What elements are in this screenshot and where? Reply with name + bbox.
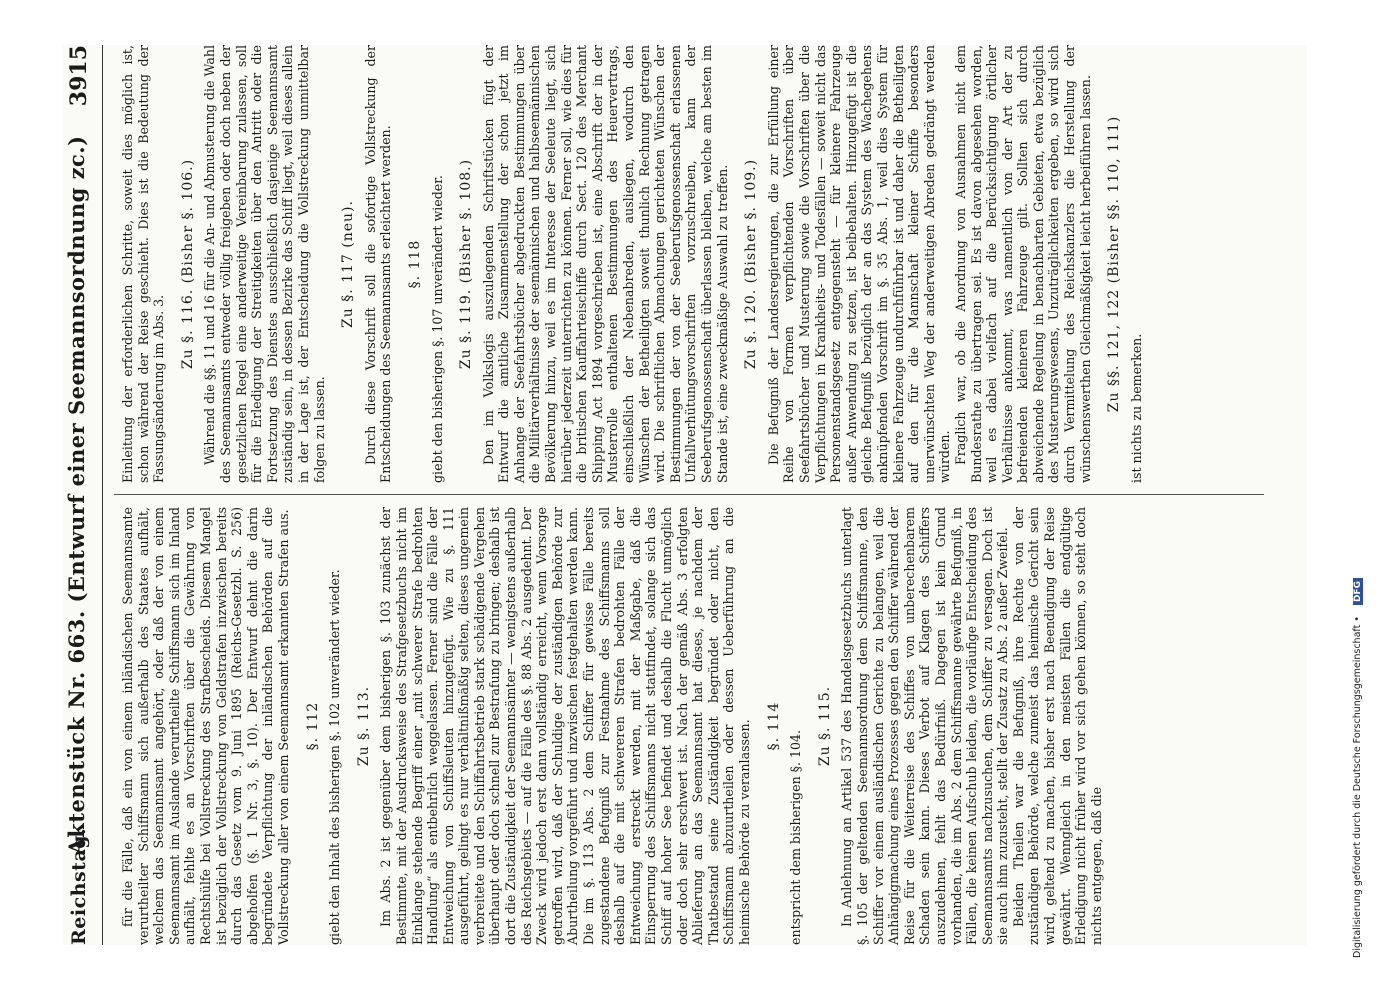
right-column xyxy=(120,45,1144,483)
header-rule xyxy=(102,45,103,945)
page-number: 3915 xyxy=(66,45,92,107)
credit-text: Digitalisierung gefördert durch die Deutsche Forschungsgemeinschaft • xyxy=(1352,616,1363,958)
section-heading: Zu §. 117 (neu). xyxy=(340,200,357,328)
paragraph: Die Befugniß der Landesregierungen, die zur Erfüllung einer Reihe von Formen verpflichtenden Vorschriften über Seefahrtsbücher und Musterung sowie die Vorschriften über die Verpflichtungen in Krankheits- und Todesfällen — soweit nicht das Personenstandsgesetz entgegensteht — für kleinere Fahrzeuge außer Anwendung zu setzen, ist beibehalten. Hinzugefügt ist die gleiche Befugniß bezüglich der an das System des Wachegehens anknüpfenden Vorschrift im §. 35 Abs. 1, weil dies System für kleinere Fahrzeuge undurchführbar ist und daher die Betheiligten auf den für die Mannschaft kleiner Schiffe besonders unerwünschten Weg der anderweitigen Abreden gedrängt werden würden. xyxy=(765,45,953,483)
section-heading: Zu §. 113. xyxy=(355,685,372,767)
paragraph: Fraglich war, ob die Anordnung von Ausnahmen nicht dem Bundesrathe zu übertragen sei. Es ist davon abgesehen worden, weil es dabei vielfach auf die Berücksichtigung örtlicher Verhältnisse ankommt, was namentlich von der Art der zu befreienden kleineren Fahrzeuge gilt. Sollten sich durch abweichende Regelung in benachbarten Gebieten, etwa bezüglich des Musterungswesens, Unzuträglichkeiten ergeben, so wird sich durch Vermittelung des Reichskanzlers die Herstellung der wünschenswerthen Gleichmäßigkeit leicht herbeiführen lassen. xyxy=(952,45,1093,483)
section-heading: §. 118 xyxy=(406,239,423,289)
paragraph: Durch diese Vorschrift soll die sofortige Vollstreckung der Entscheidungen des Seemannsamts erleichtert werden. xyxy=(362,45,394,483)
header-title: Aktenstück Nr. 663. (Entwurf einer Seemannsordnung zc.) xyxy=(64,135,89,855)
column-divider xyxy=(114,494,1264,495)
paragraph: Während die §§. 11 und 16 für die An- und Abmusterung die Wahl des Seemannsamts entweder völlig freigeben oder doch neben der gesetzlichen Regel eine anderweitige Vereinbarung zulassen, soll für die Erledigung der Streitigkeiten über den Antritt oder die Fortsetzung des Dienstes ausschließlich dasjenige Seemannsamt zuständig sein, in dessen Bezirke das Schiff liegt, weil dieses allein in der Lage ist, der Entscheidung die Vollstreckung unmittelbar folgen zu lassen. xyxy=(202,45,327,483)
page-header xyxy=(62,45,102,945)
section-heading: Zu §. 115. xyxy=(816,685,833,767)
section-heading: Zu §. 119. (Bisher §. 108.) xyxy=(458,158,475,370)
section-heading: §. 112 xyxy=(304,701,321,751)
paragraph: giebt den bisherigen §. 107 unverändert wieder. xyxy=(429,175,445,483)
section-heading: Zu §. 116. (Bisher §. 106.) xyxy=(179,158,196,370)
paragraph: Einleitung der erforderlichen Schritte, soweit dies möglich ist, schon während der Reise geschieht. Dies ist die Bedeutung der Fassungsänderung im Abs. 3. xyxy=(120,45,167,483)
document-page xyxy=(62,45,1307,945)
section-heading: Zu §§. 121, 122 (Bisher §§. 110, 111) xyxy=(1106,115,1123,413)
paragraph: Den im Volkslogis auszulegenden Schriftstücken fügt der Entwurf die amtliche Zusammenstellung der schon jetzt im Anhange der Seefahrtsbücher abgedruckten Bestimmungen über die Militärverhältnisse der seemännischen und halbseemännischen Bevölkerung hinzu, weil es im Interesse der Seeleute liegt, sich hierüber jederzeit unterrichten zu können. Ferner soll, wie dies für die britischen Kauffahrteischiffe durch Sect. 120 des Merchant Shipping Act 1894 vorgeschrieben ist, eine Abschrift der in der Musterrolle enthaltenen Bestimmungen des Heuervertrags, einschließlich der Nebenabreden, ausliegen, wodurch den Wünschen der Betheiligten soweit thunlich Rechnung getragen wird. Die schriftlichen Abmachungen gerichteten Wünschen der Bestimmungen der von der Seeberufsgenossenschaft erlassenen Unfallverhütungsvorschriften vorzuschreiben, kann der Seeberufsgenossenschaft überlassen bleiben, welche am besten im Stande ist, eine zweckmäßige Auswahl zu treffen. xyxy=(480,45,730,483)
paragraph: ist nichts zu bemerken. xyxy=(1128,333,1144,483)
paragraph: Im Abs. 2 ist gegenüber dem bisherigen §. 103 zunächst der Bestimmte, mit der Ausdrucksweise des Strafgesetzbuchs nicht im Einklange stehende Begriff einer „mit schwerer Strafe bedrohten Handlung“ als entbehrlich weggelassen. Ferner sind die Fälle der Entweichung von Schiffsleuten hinzugefügt. Wie zu §. 111 ausgeführt, gelingt es nur verhältnißmäßig selten, dieses ungemein verbreitete und den Schiffahrtsbetrieb stark schädigende Vergehen überhaupt oder doch schnell zur Bestrafung zu bringen; deshalb ist dort die Zuständigkeit der Seemannsämter — wenigstens außerhalb des Reichsgebiets — auf die Fälle des §. 88 Abs. 2 ausgedehnt. Der Zweck wird jedoch erst dann vollständig erreicht, wenn Vorsorge getroffen wird, daß der Schuldige der zuständigen Behörde zur Aburtheilung vorgeführt und inzwischen festgehalten werden kann. Die im §. 113 Abs. 2 dem Schiffer für gewisse Fälle bereits zugestandene Befugniß zur Festnahme des Schiffsmanns soll deshalb auf die mit schwereren Strafen bedrohten Fälle der Entweichung erstreckt werden, mit der Maßgabe, daß die Einsperrung des Schiffsmanns nicht stattfindet, solange sich das Schiff auf hoher See befindet und deshalb die Flucht unmöglich oder doch sehr erschwert ist. Nach der gemäß Abs. 3 erfolgten Ablieferung an das Seemannsamt hat dieses, je nachdem der Thatbestand seine Zuständigkeit begründet oder nicht, den Schiffsmann abzuurtheilen oder dessen Ueberführung an die heimische Behörde zu veranlassen. xyxy=(378,507,752,945)
header-left: Reichstag. xyxy=(68,827,90,945)
paragraph: Beiden Theilen war die Befugniß, ihre Rechte von der zuständigen Behörde, welche zumeist das heimische Gericht sein wird, geltend zu machen, bisher erst nach Beendigung der Reise gewährt. Wenngleich in den meisten Fällen die endgültige Erledigung nicht früher wird vor sich gehen können, so steht doch nichts entgegen, daß die xyxy=(1010,507,1104,945)
digitization-credit xyxy=(1352,18,1368,958)
paragraph: In Anlehnung an Artikel 537 des Handelsgesetzbuchs unterlagt §. 105 der geltenden Seemannsordnung dem Schiffsmanne, den Schiffer vor einem ausländischen Gerichte zu belangen, weil die Anhängigmachung eines Prozesses gegen den Schiffer während der Reise für die Weiterreise des Schiffes von unberechenbarem Schaden sein kann. Dieses Verbot auf Klagen des Schiffers auszudehnen, fehlt das Bedürfniß. Dagegen ist kein Grund vorhanden, die im Abs. 2 dem Schiffsmanne gewährte Befugniß, in Fällen, die keinen Aufschub leiden, die vorläufige Entscheidung des Seemannsamts nachzusuchen, dem Schiffer zu versagen. Doch ist sie auch ihm zuzusteht, stellt der Zusatz zu Abs. 2 außer Zweifel. xyxy=(839,507,1011,945)
section-heading: §. 114 xyxy=(765,701,782,751)
paragraph: giebt den Inhalt des bisherigen §. 102 unverändert wieder. xyxy=(327,569,343,945)
section-heading: Zu §. 120. (Bisher §. 109.) xyxy=(743,158,760,370)
left-column xyxy=(120,507,1104,945)
paragraph: entspricht dem bisherigen §. 104. xyxy=(788,729,804,945)
paragraph: für die Fälle, daß ein von einem inländischen Seemannsamte verurtheilter Schiffsmann sich außerhalb des Staates aufhält, welchem das Seemannsamt angehört, oder daß der von einem Seemannsamt im Auslande verurtheilte Schiffsmann sich im Inland aufhält, fehlte es an Vorschriften über die Gewährung von Rechtshülfe bei Vollstreckung des Strafbescheids. Diesem Mangel ist bezüglich der Vollstreckung von Geldstrafen inzwischen bereits durch das Gesetz vom 9. Juni 1895 (Reichs-Gesetzbl. S. 256) abgeholfen (§. 1 Nr. 3, §. 10). Der Entwurf dehnt die darin begründete Verpflichtung der inländischen Behörden auf die Vollstreckung aller von einem Seemannsamt erkannten Strafen aus. xyxy=(120,507,291,945)
dfg-logo: DFG xyxy=(1353,578,1363,605)
